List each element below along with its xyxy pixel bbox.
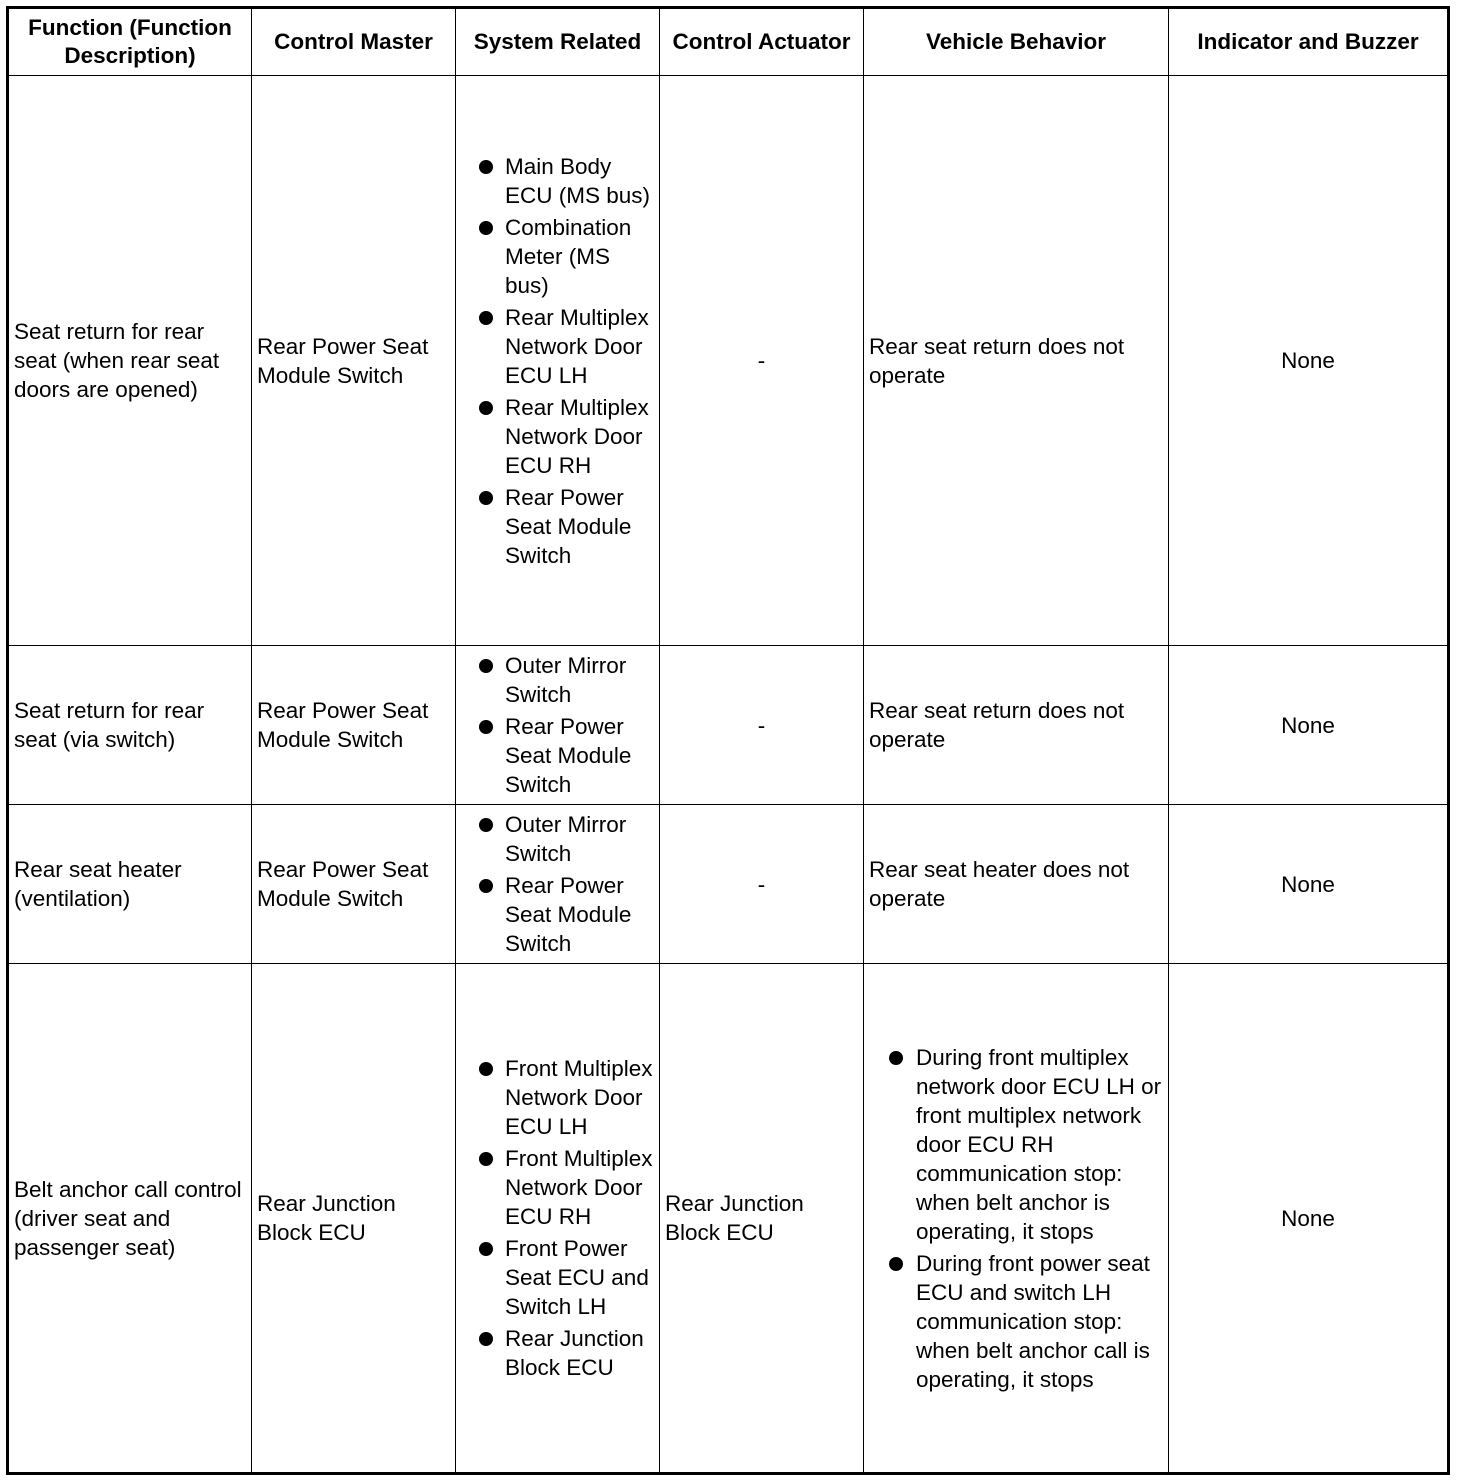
function-cell: Rear seat heater (ventilation): [8, 805, 252, 964]
list-item: Outer Mirror Switch: [461, 651, 654, 709]
list-item: Rear Junction Block ECU: [461, 1324, 654, 1382]
system-related-list: [461, 1054, 654, 1382]
list-item: Rear Power Seat Module Switch: [461, 712, 654, 799]
header-vehicle-behavior: Vehicle Behavior: [864, 8, 1169, 76]
header-function: Function (Function Description): [8, 8, 252, 76]
list-item: Main Body ECU (MS bus): [461, 152, 654, 210]
list-item: Front Multiplex Network Door ECU RH: [461, 1144, 654, 1231]
system-related-list: [461, 810, 654, 958]
list-item: Rear Power Seat Module Switch: [461, 871, 654, 958]
header-control-actuator: Control Actuator: [660, 8, 864, 76]
control-actuator-cell: -: [660, 76, 864, 646]
control-master-cell: Rear Power Seat Module Switch: [252, 76, 456, 646]
vehicle-behavior-cell: Rear seat return does not operate: [864, 76, 1169, 646]
control-actuator-cell: -: [660, 805, 864, 964]
table-row: [8, 805, 1449, 964]
system-related-cell: [456, 964, 660, 1474]
function-table: [6, 6, 1450, 1475]
control-master-cell: Rear Power Seat Module Switch: [252, 646, 456, 805]
system-related-cell: [456, 805, 660, 964]
list-item: Rear Power Seat Module Switch: [461, 483, 654, 570]
control-master-cell: Rear Junction Block ECU: [252, 964, 456, 1474]
vehicle-behavior-cell: [864, 964, 1169, 1474]
list-item: Rear Multiplex Network Door ECU RH: [461, 393, 654, 480]
control-master-cell: Rear Power Seat Module Switch: [252, 805, 456, 964]
list-item: Front Power Seat ECU and Switch LH: [461, 1234, 654, 1321]
list-item: Front Multiplex Network Door ECU LH: [461, 1054, 654, 1141]
indicator-cell: None: [1169, 805, 1449, 964]
list-item: Rear Multiplex Network Door ECU LH: [461, 303, 654, 390]
function-cell: Belt anchor call control (driver seat and passenger seat): [8, 964, 252, 1474]
indicator-cell: None: [1169, 964, 1449, 1474]
vehicle-behavior-cell: Rear seat return does not operate: [864, 646, 1169, 805]
list-item: Outer Mirror Switch: [461, 810, 654, 868]
header-indicator: Indicator and Buzzer: [1169, 8, 1449, 76]
list-item: During front power seat ECU and switch LH communication stop: when belt anchor call is operating, it stops: [869, 1249, 1163, 1394]
control-actuator-cell: Rear Junction Block ECU: [660, 964, 864, 1474]
list-item: During front multiplex network door ECU LH or front multiplex network door ECU RH communication stop: when belt anchor is operating, it stops: [869, 1043, 1163, 1246]
system-related-list: [461, 152, 654, 570]
header-row: [8, 8, 1449, 76]
indicator-cell: None: [1169, 76, 1449, 646]
function-cell: Seat return for rear seat (when rear seat doors are opened): [8, 76, 252, 646]
system-related-list: [461, 651, 654, 799]
header-control-master: Control Master: [252, 8, 456, 76]
header-system-related: System Related: [456, 8, 660, 76]
table-row: [8, 646, 1449, 805]
vehicle-behavior-cell: Rear seat heater does not operate: [864, 805, 1169, 964]
control-actuator-cell: -: [660, 646, 864, 805]
function-cell: Seat return for rear seat (via switch): [8, 646, 252, 805]
table-row: [8, 964, 1449, 1474]
indicator-cell: None: [1169, 646, 1449, 805]
system-related-cell: [456, 76, 660, 646]
list-item: Combination Meter (MS bus): [461, 213, 654, 300]
vehicle-behavior-list: [869, 1043, 1163, 1394]
table-row: [8, 76, 1449, 646]
system-related-cell: [456, 646, 660, 805]
